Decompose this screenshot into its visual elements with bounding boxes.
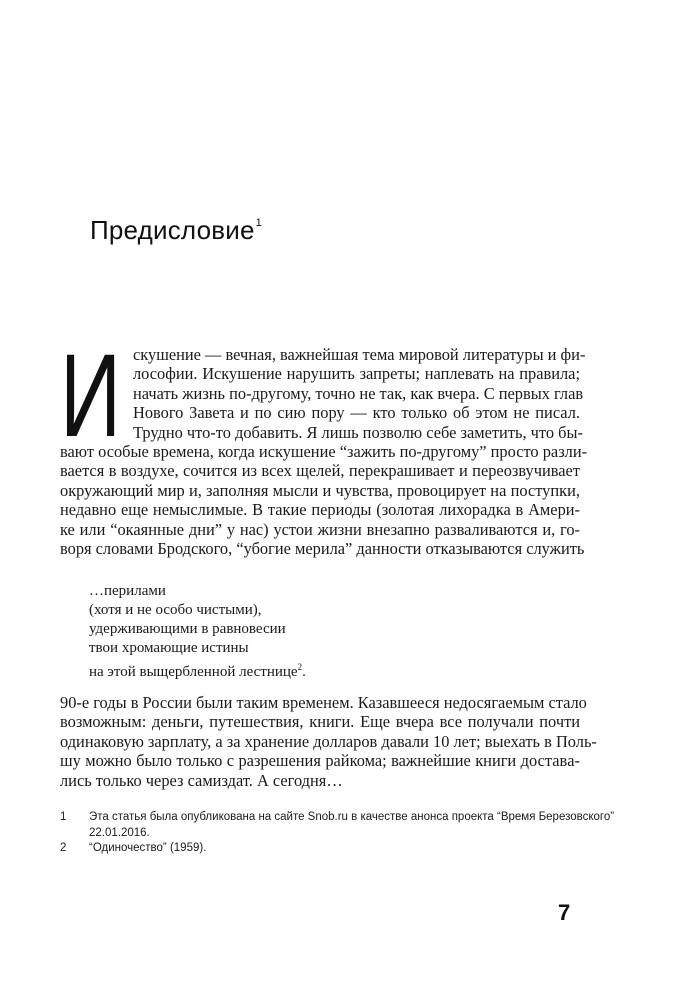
text-line: Трудно что-то добавить. Я лишь позволю себе заметить, что бы- (133, 422, 583, 442)
footnote-ref-2[interactable]: 2 (297, 662, 303, 672)
text-line: вается в воздухе, сочится из всех щелей, перекрашивает и переозвучивает (60, 461, 580, 481)
text-line: лософии. Искушение нарушить запреты; наплевать на правила; (133, 364, 580, 384)
paragraph-1 (60, 345, 588, 558)
footnote-2 (60, 841, 620, 857)
footnote-number: 2 (60, 842, 67, 854)
chapter-title-text: Предисловие (90, 215, 255, 246)
text-line: недавно еще немыслимые. В такие периоды (золотая лихорадка в Амери- (60, 500, 580, 520)
footnote-ref-1[interactable]: 1 (255, 217, 262, 230)
text-line: скушение — вечная, важнейшая тема мировой литературы и фи- (133, 345, 586, 364)
text-line: воря словами Бродского, “убогие мерила” данности отказываются служить (60, 538, 585, 558)
text-line: начать жизнь по-другому, точно не так, как вчера. С первых глав (133, 383, 584, 403)
text-line: шу можно было только с разрешения райкома; важнейшие книги доставa- (60, 751, 580, 771)
footnote-text: “Одиночество” (1959). (89, 842, 207, 854)
poem-line: …перилами (89, 583, 166, 599)
poem-line: (хотя и не особо чистыми), (89, 602, 262, 618)
text-line: вают особые времена, когда искушение “зажить по-другому” просто разли- (60, 441, 588, 461)
footnote-text: Эта статья была опубликована на сайте Snob.ru в качестве анонса проекта “Время Березовского” 22.01.2016. (89, 811, 615, 839)
text-line: окружающий мир и, заполняя мысли и чувства, провоцирует на поступки, (60, 480, 580, 500)
text-line: 90-е годы в России были таким временем. Казавшееся недосягаемым стало (60, 693, 587, 712)
drop-cap-letter: И (60, 330, 122, 462)
text-line: ке или “окаянные дни” у нас) устои жизни внезапно разваливаются и, го- (60, 519, 580, 539)
text-line: Нового Завета и по сию пору — кто только об этом не писал. (133, 403, 580, 423)
poem-line-last: на этой выщербленной лестнице$^2$. (89, 662, 306, 680)
paragraph-2 (60, 693, 597, 790)
footnote-number: 1 (60, 811, 67, 823)
page-number: 7 (558, 900, 571, 925)
text-line: лись только через самиздат. А сегодня… (60, 770, 343, 790)
poem-line: удерживающими в равновесии (89, 621, 286, 637)
poem-quote (89, 582, 306, 682)
text-line: возможным: деньги, путешествия, книги. Еще вчера все получали почти (60, 712, 580, 732)
footnote-1 (60, 810, 620, 841)
text-line: одинаковую зарплату, а за хранение долларов давали 10 лет; выехать в Поль- (60, 731, 597, 751)
footnotes (60, 810, 620, 857)
poem-line-text: на этой выщербленной лестнице (89, 664, 298, 680)
chapter-title (90, 215, 262, 246)
poem-line: твои хромающие истины (89, 640, 249, 656)
